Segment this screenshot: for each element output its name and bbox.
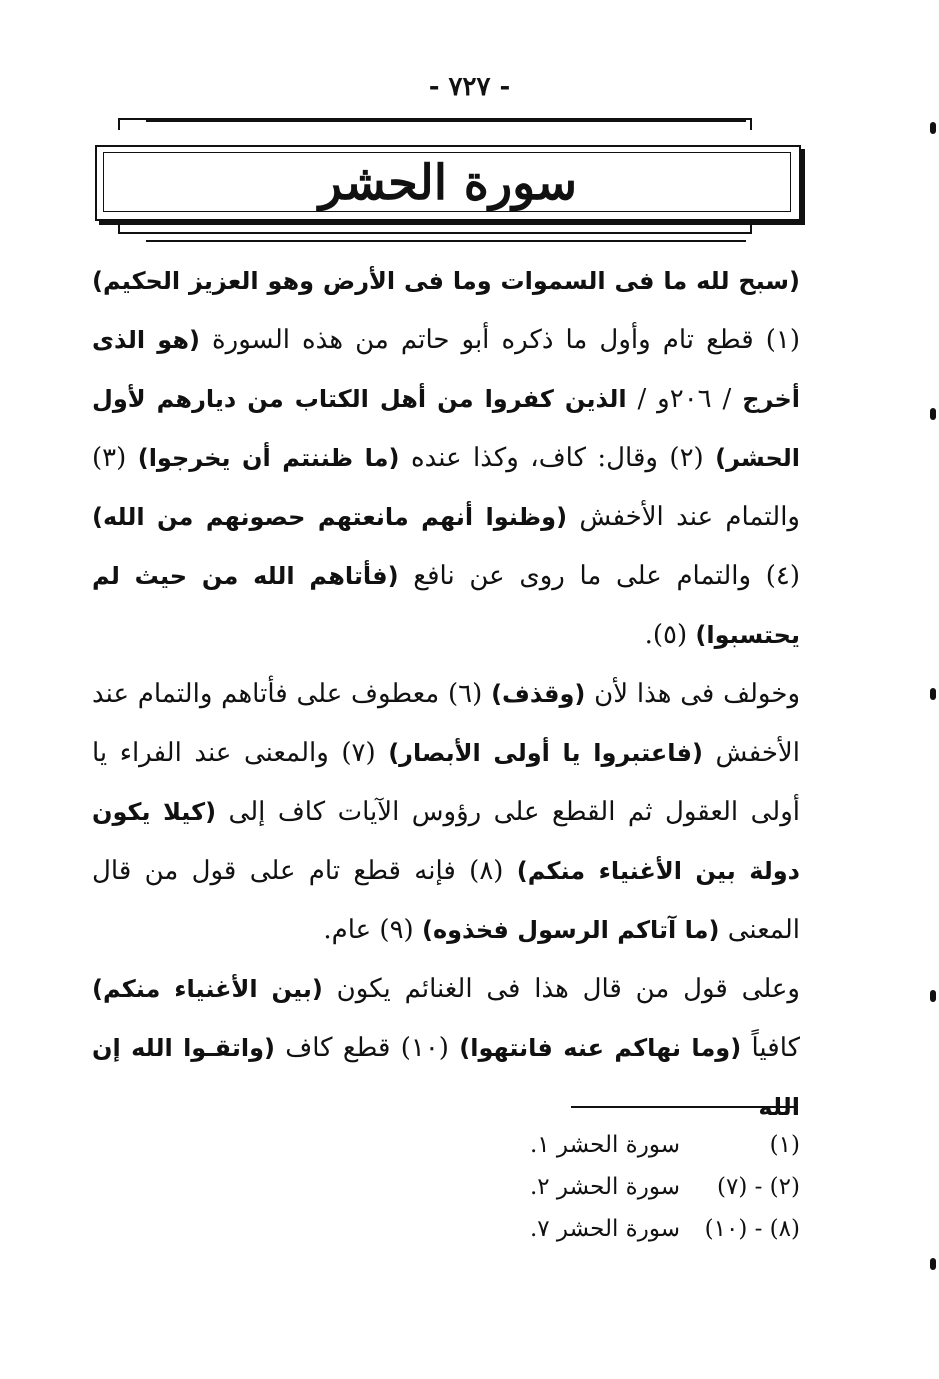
- margin-mark: [930, 688, 936, 700]
- quran-quote: (وما نهاكم عنه فانتهوا): [459, 1034, 742, 1062]
- footnote-number: (٢) - (٧): [716, 1174, 800, 1200]
- commentary-text: (٧) والمعنى عند الفراء يا أولى العقول ثم القطع على رؤوس الآيات كاف إلى: [92, 738, 801, 827]
- quran-quote: الذين كفروا من أهل الكتاب من ديارهم لأول الحشر): [92, 385, 800, 472]
- commentary-text: (٦) معطوف على فأتاهم والتمام عند الأخفش: [92, 679, 800, 768]
- surah-title: سورة الحشر: [318, 155, 578, 211]
- commentary-text: (٩) عام.: [323, 915, 422, 945]
- margin-mark: [930, 408, 936, 420]
- margin-mark: [930, 990, 936, 1002]
- footnote: [470, 1166, 800, 1208]
- quran-quote: (ما آتاكم الرسول فخذوه): [421, 916, 720, 944]
- commentary-text: (٥).: [644, 620, 696, 650]
- commentary-text: كافياً: [741, 1033, 800, 1063]
- commentary-text: (١٠) قطع كاف: [274, 1033, 460, 1063]
- quran-quote: (وقذف): [491, 680, 586, 708]
- page-number: - ٧٢٧ -: [428, 72, 511, 102]
- margin-mark: [930, 1258, 936, 1270]
- commentary-text: وعلى قول من قال هذا فى الغنائم يكون: [322, 974, 800, 1004]
- paragraph: [92, 252, 800, 665]
- title-frame-bottom-inner: [146, 240, 746, 242]
- quran-quote: (واتقـوا الله إن الله: [92, 1034, 800, 1121]
- quran-quote: (هو الذى أخرج: [92, 326, 800, 413]
- commentary-text: (٨) فإنه قطع تام على قول من قال المعنى: [92, 856, 800, 945]
- title-frame-bottom: [118, 222, 752, 234]
- quran-quote: (فأتاهم الله من حيث لم يحتسبوا): [92, 562, 800, 649]
- commentary-text: / ٢٠٦و /: [626, 384, 743, 414]
- quran-quote: (ما ظننتم أن يخرجوا): [137, 444, 400, 472]
- footnote: [470, 1124, 800, 1166]
- margin-mark: [930, 122, 936, 134]
- footnote: [470, 1208, 800, 1250]
- body-text: [92, 252, 800, 1137]
- footnotes: [470, 1124, 800, 1250]
- commentary-text: (٤) والتمام على ما روى عن نافع: [398, 561, 800, 591]
- paragraph: [92, 665, 800, 960]
- title-frame-top-inner: [146, 120, 746, 134]
- footnote-rule: [571, 1106, 798, 1108]
- commentary-text: (١) قطع تام وأول ما ذكره أبو حاتم من هذه السورة: [199, 325, 801, 355]
- quran-quote: (كيلا يكون دولة بين الأغنياء منكم): [92, 798, 800, 885]
- quran-quote: (سبح لله ما فى السموات وما فى الأرض وهو العزيز الحكيم): [92, 267, 800, 295]
- footnote-text: سورة الحشر ١.: [529, 1132, 680, 1158]
- commentary-text: وخولف فى هذا لأن: [585, 679, 800, 709]
- footnote-text: سورة الحشر ٢.: [529, 1174, 680, 1200]
- footnote-number: (٨) - (١٠): [704, 1216, 800, 1242]
- quran-quote: (وظنوا أنهم مانعتهم حصونهم من الله): [92, 503, 568, 531]
- quran-quote: (بين الأغنياء منكم): [92, 975, 323, 1003]
- footnote-text: سورة الحشر ٧.: [529, 1216, 680, 1242]
- paragraph: [92, 960, 800, 1137]
- footnote-number: (١): [769, 1132, 800, 1158]
- commentary-text: (٢) وقال: كاف، وكذا عنده: [399, 443, 716, 473]
- quran-quote: (فاعتبروا يا أولى الأبصار): [388, 739, 703, 767]
- commentary-text: (٣) والتمام عند الأخفش: [92, 443, 800, 532]
